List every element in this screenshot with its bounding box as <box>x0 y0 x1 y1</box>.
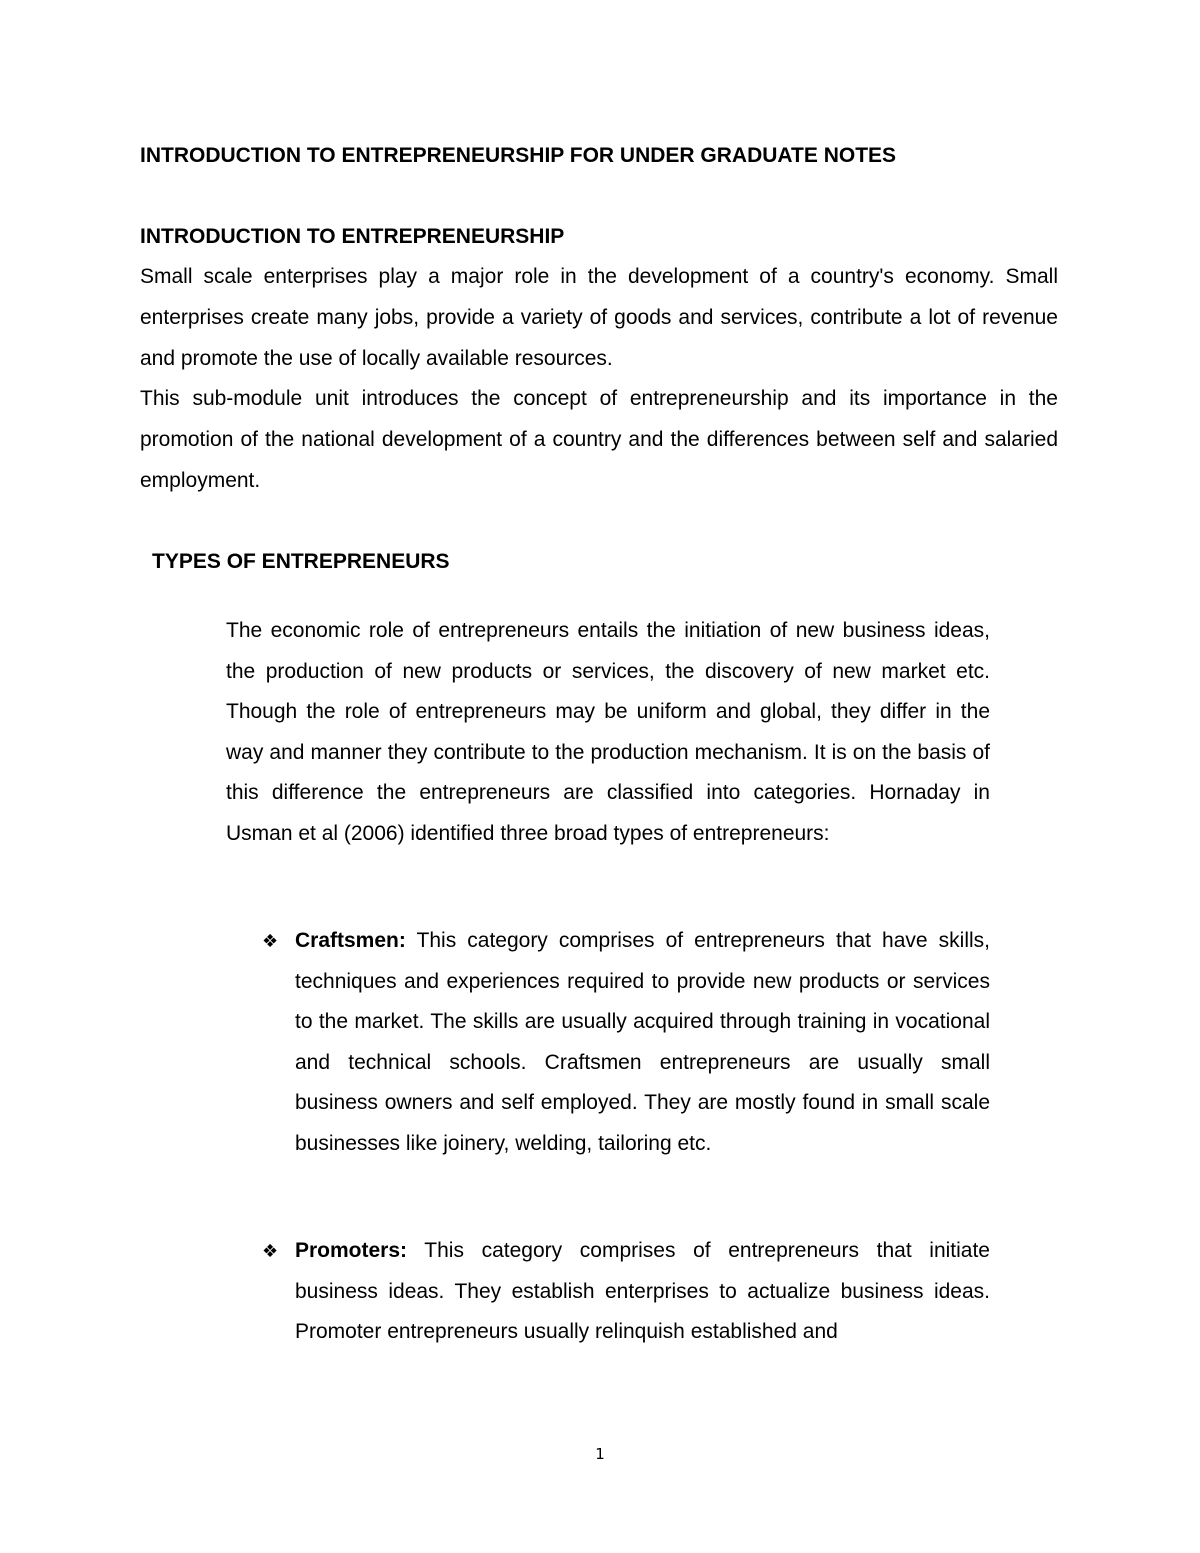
diamond-bullet-icon: ❖ <box>262 1241 279 1261</box>
bullet-item-promoters <box>262 1231 990 1353</box>
document-title: INTRODUCTION TO ENTREPRENEURSHIP FOR UNDER GRADUATE NOTES <box>140 144 897 167</box>
bullet-text <box>295 1231 990 1353</box>
types-body <box>226 611 990 855</box>
section-heading-introduction: INTRODUCTION TO ENTREPRENEURSHIP <box>140 225 565 248</box>
intro-paragraph-1: Small scale enterprises play a major role in the development of a country's economy. Small enterprises create many jobs, provide a variety of goods and services, contribute a lot of revenue and promote the use of locally available resources. <box>140 265 1058 370</box>
page-number: 1 <box>595 1445 605 1463</box>
bullet-text <box>295 921 990 1165</box>
bullet-term: Craftsmen: <box>295 929 406 952</box>
bullet-description: This category comprises of entrepreneurs that have skills, techniques and experiences required to provide new products or services to the market. The skills are usually acquired through training in vocational and technical schools. Craftsmen entrepreneurs are usually small business owners and self employed. They are mostly found in small scale businesses like joinery, welding, tailoring etc. <box>295 929 990 1155</box>
section-heading-types: TYPES OF ENTREPRENEURS <box>152 550 450 573</box>
types-paragraph: The economic role of entrepreneurs entails the initiation of new business ideas, the production of new products or services, the discovery of new market etc. Though the role of entrepreneurs may be uniform and global, they differ in the way and manner they contribute to the production mechanism. It is on the basis of this difference the entrepreneurs are classified into categories. Hornaday in Usman et al (2006) identified three broad types of entrepreneurs: <box>226 619 990 845</box>
diamond-bullet-icon: ❖ <box>262 931 279 951</box>
intro-paragraph-2: This sub-module unit introduces the concept of entrepreneurship and its importance in the promotion of the national development of a country and the differences between self and salaried employment. <box>140 387 1058 492</box>
bullet-item-craftsmen <box>262 921 990 1165</box>
bullet-description: This category comprises of entrepreneurs that initiate business ideas. They establish enterprises to actualize business ideas. Promoter entrepreneurs usually relinquish established and <box>295 1239 990 1344</box>
introduction-body <box>140 257 1058 502</box>
bullet-term: Promoters: <box>295 1239 408 1262</box>
